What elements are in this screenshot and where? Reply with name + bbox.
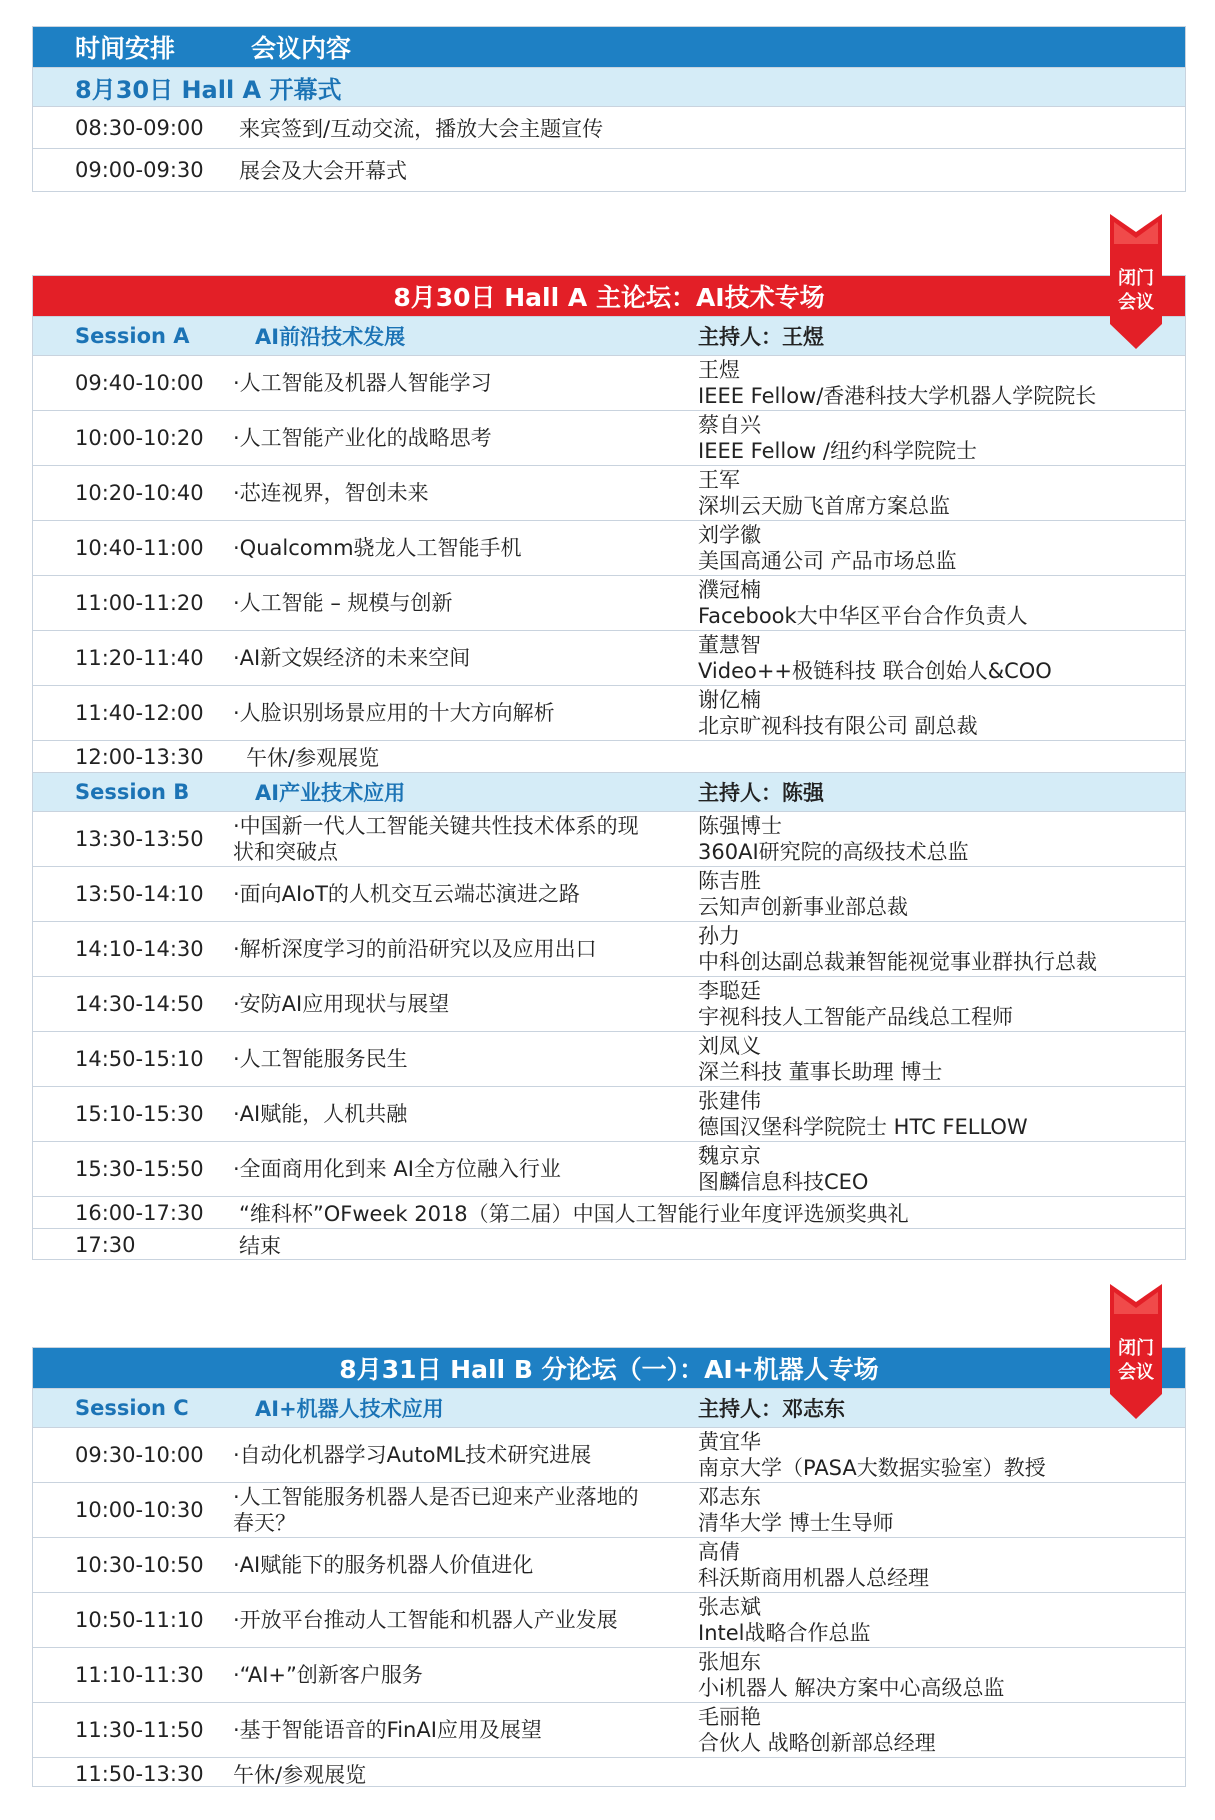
row-time: 08:30-09:00 (75, 115, 204, 140)
speaker-name: 毛丽艳 (698, 1705, 761, 1729)
speaker-title: 南京大学（PASA大数据实验室）教授 (698, 1456, 1046, 1480)
opening-title-bar (33, 67, 1185, 106)
row-topic: ·人工智能产业化的战略思考 (233, 426, 492, 450)
speaker-name: 王煜 (698, 358, 740, 382)
row-time: 11:50-13:30 (75, 1761, 204, 1786)
speaker-title: Facebook大中华区平台合作负责人 (698, 604, 1028, 628)
row-topic: ·人工智能服务机器人是否已迎来产业落地的春天？ (233, 1485, 639, 1535)
row-time: 12:00-13:30 (75, 744, 204, 769)
session-c-name: Session C (75, 1396, 189, 1420)
row-topic: ·人工智能服务民生 (233, 1047, 408, 1071)
badge-text-2: 会议 (1118, 292, 1154, 313)
header-time-label: 时间安排 (75, 34, 176, 63)
table-row (33, 1482, 1185, 1537)
row-time: 11:00-11:20 (75, 591, 204, 615)
speaker (698, 632, 1052, 684)
row-topic: ·人工智能及机器人智能学习 (233, 371, 492, 395)
table-row (33, 630, 1185, 685)
row-desc: 午休/参观展览 (246, 745, 380, 770)
speaker (698, 1429, 1046, 1481)
session-c-topic: AI+机器人技术应用 (255, 1397, 444, 1421)
row-time: 09:00-09:30 (75, 157, 204, 182)
speaker (698, 1484, 894, 1536)
speaker (698, 412, 977, 464)
session-b-topic: AI产业技术应用 (255, 781, 406, 805)
row-topic: ·人脸识别场景应用的十大方向解析 (233, 701, 555, 725)
row-time: 13:30-13:50 (75, 827, 204, 851)
table-row (33, 465, 1185, 520)
row-time: 14:50-15:10 (75, 1047, 204, 1071)
speaker-title: 清华大学 博士生导师 (698, 1511, 894, 1535)
speaker (698, 1033, 942, 1085)
speaker (698, 1649, 1005, 1701)
speaker (698, 357, 1096, 409)
badge-text-1: 闭门 (1118, 1338, 1154, 1359)
table-row (33, 811, 1185, 866)
row-time: 10:20-10:40 (75, 481, 204, 505)
row-time: 10:50-11:10 (75, 1608, 204, 1632)
speaker (698, 1539, 929, 1591)
row-topic: ·芯连视界，智创未来 (233, 481, 429, 505)
session-c-host: 主持人：邓志东 (698, 1397, 845, 1421)
opening-title: 8月30日 Hall A 开幕式 (75, 75, 342, 104)
badge-text-2: 会议 (1118, 1362, 1154, 1383)
row-time: 15:30-15:50 (75, 1157, 204, 1181)
main-forum-title: 8月30日 Hall A 主论坛：AI技术专场 (393, 283, 825, 312)
table-row (33, 1031, 1185, 1086)
speaker (698, 467, 950, 519)
row-topic: ·AI赋能，人机共融 (233, 1102, 408, 1126)
speaker-title: Intel战略合作总监 (698, 1621, 871, 1645)
opening-table (32, 26, 1186, 192)
table-row (33, 1537, 1185, 1592)
closed-meeting-badge (1108, 1284, 1164, 1419)
row-topic: ·开放平台推动人工智能和机器人产业发展 (233, 1608, 618, 1632)
table-row (33, 1086, 1185, 1141)
table-row (33, 1757, 1185, 1789)
speaker-name: 张志斌 (698, 1595, 761, 1619)
table-row (33, 410, 1185, 465)
row-desc: 午休/参观展览 (233, 1762, 367, 1787)
header-content-label: 会议内容 (251, 34, 352, 63)
speaker-title: 中科创达副总裁兼智能视觉事业群执行总裁 (698, 950, 1097, 974)
row-topic: ·Qualcomm骁龙人工智能手机 (233, 536, 522, 560)
row-desc: 展会及大会开幕式 (239, 158, 407, 183)
session-a-name: Session A (75, 324, 190, 348)
speaker (698, 1143, 868, 1195)
session-b-host: 主持人：陈强 (698, 781, 824, 805)
speaker (698, 687, 978, 739)
row-time: 11:30-11:50 (75, 1718, 204, 1742)
speaker-name: 张建伟 (698, 1089, 761, 1113)
row-desc: “维科杯”OFweek 2018（第二届）中国人工智能行业年度评选颁奖典礼 (239, 1201, 909, 1226)
speaker-title: 小i机器人 解决方案中心高级总监 (698, 1676, 1005, 1700)
row-time: 14:10-14:30 (75, 937, 204, 961)
speaker-name: 张旭东 (698, 1650, 761, 1674)
opening-header-bar (33, 27, 1185, 67)
speaker (698, 978, 1013, 1030)
sub-forum-title-bar (33, 1348, 1185, 1388)
table-row (33, 921, 1185, 976)
speaker (698, 522, 957, 574)
table-row (33, 148, 1185, 190)
row-time: 11:40-12:00 (75, 701, 204, 725)
row-time: 14:30-14:50 (75, 992, 204, 1016)
row-topic: ·面向AIoT的人机交互云端芯演进之路 (233, 882, 580, 906)
row-topic: ·人工智能 – 规模与创新 (233, 591, 453, 615)
speaker-title: Video++极链科技 联合创始人&COO (698, 659, 1052, 683)
speaker-title: 德国汉堡科学院院士 HTC FELLOW (698, 1115, 1028, 1139)
row-desc: 结束 (239, 1233, 281, 1258)
sub-forum-table (32, 1347, 1186, 1787)
table-row (33, 1647, 1185, 1702)
row-time: 09:40-10:00 (75, 371, 204, 395)
speaker-name: 魏京京 (698, 1144, 761, 1168)
row-time: 15:10-15:30 (75, 1102, 204, 1126)
row-time: 10:40-11:00 (75, 536, 204, 560)
session-b-name: Session B (75, 780, 190, 804)
speaker-name: 蔡自兴 (698, 413, 761, 437)
speaker-title: 合伙人 战略创新部总经理 (698, 1731, 936, 1755)
row-topic: ·中国新一代人工智能关键共性技术体系的现状和突破点 (233, 814, 639, 864)
row-time: 10:00-10:30 (75, 1498, 204, 1522)
speaker-name: 李聪廷 (698, 979, 761, 1003)
main-forum-table (32, 275, 1186, 1260)
row-time: 17:30 (75, 1232, 136, 1257)
speaker-name: 濮冠楠 (698, 578, 761, 602)
speaker-name: 高倩 (698, 1540, 740, 1564)
row-time: 09:30-10:00 (75, 1443, 204, 1467)
table-row (33, 575, 1185, 630)
speaker-name: 邓志东 (698, 1485, 761, 1509)
row-topic: ·基于智能语音的FinAI应用及展望 (233, 1718, 542, 1742)
speaker (698, 813, 969, 865)
row-time: 11:10-11:30 (75, 1663, 204, 1687)
speaker-name: 刘凤义 (698, 1034, 761, 1058)
row-topic: ·“AI+”创新客户服务 (233, 1663, 423, 1687)
session-a-bar (33, 316, 1185, 355)
speaker-name: 孙力 (698, 924, 740, 948)
row-topic: ·自动化机器学习AutoML技术研究进展 (233, 1443, 592, 1467)
table-row (33, 1592, 1185, 1647)
row-topic: ·解析深度学习的前沿研究以及应用出口 (233, 937, 597, 961)
row-topic: ·AI新文娱经济的未来空间 (233, 646, 471, 670)
session-a-host: 主持人：王煜 (698, 325, 824, 349)
row-topic: ·安防AI应用现状与展望 (233, 992, 450, 1016)
speaker-title: 深圳云天励飞首席方案总监 (698, 494, 950, 518)
speaker-name: 黄宜华 (698, 1430, 761, 1454)
speaker (698, 923, 1097, 975)
row-desc: 来宾签到/互动交流，播放大会主题宣传 (239, 116, 604, 141)
table-row (33, 1427, 1185, 1482)
speaker-title: 美国高通公司 产品市场总监 (698, 549, 957, 573)
table-row (33, 1702, 1185, 1757)
speaker-title: 科沃斯商用机器人总经理 (698, 1566, 929, 1590)
speaker-name: 刘学徽 (698, 523, 761, 547)
speaker-title: 云知声创新事业部总裁 (698, 895, 908, 919)
main-forum-title-bar (33, 276, 1185, 316)
row-topic: ·AI赋能下的服务机器人价值进化 (233, 1553, 534, 1577)
closed-meeting-badge (1108, 214, 1164, 349)
speaker-name: 陈强博士 (698, 814, 782, 838)
speaker-name: 陈吉胜 (698, 869, 761, 893)
session-b-bar (33, 772, 1185, 811)
speaker-name: 王军 (698, 468, 740, 492)
table-row (33, 1141, 1185, 1196)
speaker (698, 1704, 936, 1756)
speaker (698, 1088, 1028, 1140)
speaker (698, 1594, 871, 1646)
sub-forum-title: 8月31日 Hall B 分论坛（一）：AI+机器人专场 (339, 1355, 879, 1384)
table-row (33, 740, 1185, 772)
speaker-title: 宇视科技人工智能产品线总工程师 (698, 1005, 1013, 1029)
speaker-name: 董慧智 (698, 633, 761, 657)
row-time: 10:00-10:20 (75, 426, 204, 450)
table-row (33, 355, 1185, 410)
speaker-title: IEEE Fellow /纽约科学院院士 (698, 439, 977, 463)
table-row (33, 976, 1185, 1031)
table-row (33, 866, 1185, 921)
table-row (33, 1196, 1185, 1228)
table-row (33, 520, 1185, 575)
row-time: 13:50-14:10 (75, 882, 204, 906)
row-topic: ·全面商用化到来 AI全方位融入行业 (233, 1157, 561, 1181)
session-a-topic: AI前沿技术发展 (255, 325, 406, 349)
speaker-title: 深兰科技 董事长助理 博士 (698, 1060, 943, 1084)
table-row (33, 106, 1185, 148)
table-row (33, 685, 1185, 740)
row-time: 10:30-10:50 (75, 1553, 204, 1577)
speaker-title: 图麟信息科技CEO (698, 1170, 869, 1194)
row-time: 11:20-11:40 (75, 646, 204, 670)
speaker-title: IEEE Fellow/香港科技大学机器人学院院长 (698, 384, 1097, 408)
speaker-title: 北京旷视科技有限公司 副总裁 (698, 714, 978, 738)
badge-text-1: 闭门 (1118, 268, 1154, 289)
speaker (698, 577, 1028, 629)
table-row (33, 1228, 1185, 1260)
speaker (698, 868, 908, 920)
speaker-name: 谢亿楠 (698, 688, 761, 712)
row-time: 16:00-17:30 (75, 1200, 204, 1225)
session-c-bar (33, 1388, 1185, 1427)
speaker-title: 360AI研究院的高级技术总监 (698, 840, 969, 864)
